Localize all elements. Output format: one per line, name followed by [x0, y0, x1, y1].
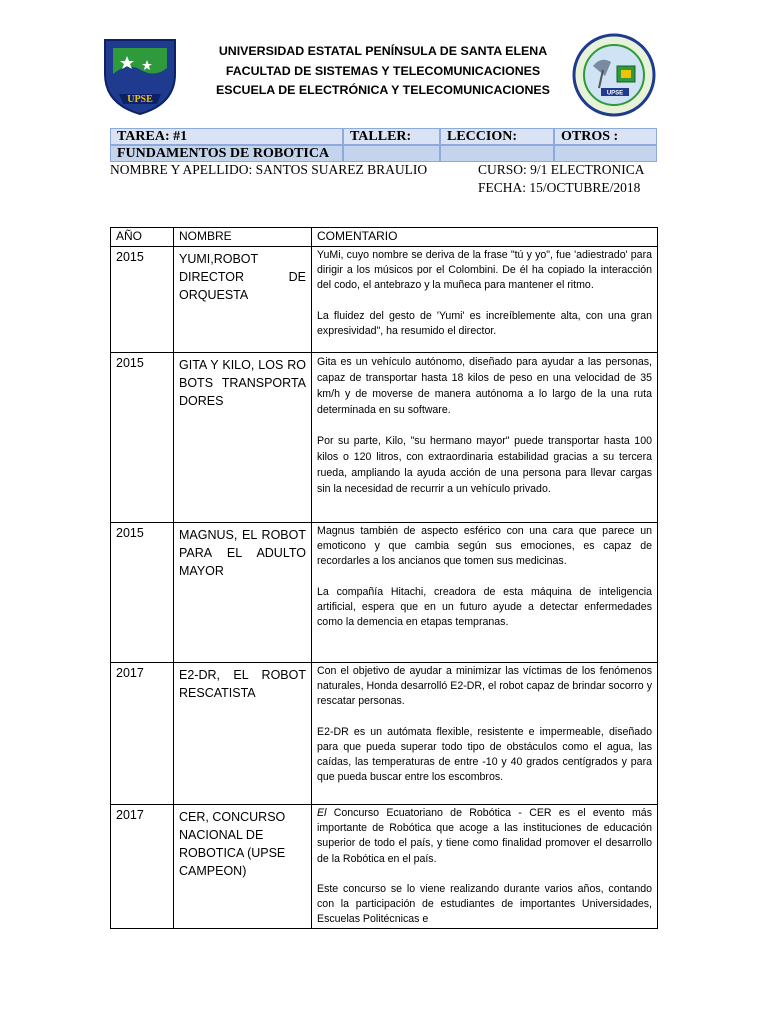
year-cell: 2017 — [111, 663, 174, 805]
comment-paragraph: YuMi, cuyo nombre se deriva de la frase "tú y yo", fue 'adiestrado' para dirigir a los músicos por el Colombini. De él ha copiado la interacción del codo, el antebrazo y la muñeca para mantener el ritmo. — [317, 249, 652, 292]
upse-university-logo — [97, 30, 183, 116]
table-row — [111, 805, 658, 929]
comment-paragraph: Magnus también de aspecto esférico con una cara que parece un emoticono y que cambia según sus emociones, es capaz de recordarles a los ancianos que tomen sus medicinas. — [317, 525, 652, 568]
taller-empty-cell — [343, 145, 440, 162]
name-cell: CER, CONCURSO NACIONAL DE ROBOTICA (UPSE CAMPEON) — [174, 805, 312, 929]
otros-empty-cell — [554, 145, 657, 162]
header-year: AÑO — [111, 228, 174, 247]
name-cell: MAGNUS, EL ROBOT PARA EL ADULTO MAYOR — [174, 523, 312, 663]
comment-paragraph: Gita es un vehículo autónomo, diseñado para ayudar a las personas, capaz de transportar hasta 18 kilos de peso en una velocidad de 35 km/h y de moverse de manera autónoma a lo largo de la una ruta determinada en su software. — [317, 356, 652, 416]
header-name: NOMBRE — [174, 228, 312, 247]
comment-cell — [312, 805, 658, 929]
subject-cell: FUNDAMENTOS DE ROBOTICA — [110, 145, 343, 162]
upse-logo-text: UPSE — [127, 94, 153, 105]
comment-text: Concurso Ecuatoriano de Robótica - CER es el evento más importante de Robótica que acoge a las instituciones de educación superior de todo el país, y tiene como finalidad promover el desarrollo de la Robótica en el país. — [317, 807, 652, 865]
university-name: UNIVERSIDAD ESTATAL PENÍNSULA DE SANTA ELENA — [218, 44, 548, 58]
table-row — [111, 353, 658, 523]
name-cell: E2-DR, EL ROBOT RESCATISTA — [174, 663, 312, 805]
comment-cell — [312, 247, 658, 353]
table-header-row — [111, 228, 658, 247]
comment-cell — [312, 523, 658, 663]
comment-paragraph: Por su parte, Kilo, "su hermano mayor" puede transportar hasta 100 kilos o 120 litros, con extraordinaria estabilidad gracias a su tercera rueda, ampliando la ayuda acción de una persona para llevar cargas sin la necesidad de recurrir a un vehículo privado. — [317, 435, 652, 495]
comment-paragraph: La fluidez del gesto de 'Yumi' es increíblemente alta, con una gran expresividad", ha resumido el director. — [317, 309, 652, 337]
robotics-table — [110, 227, 658, 929]
electronics-school-logo — [571, 32, 657, 118]
year-cell: 2017 — [111, 805, 174, 929]
tarea-cell: TAREA: #1 — [110, 128, 343, 145]
comment-cell — [312, 663, 658, 805]
header-comment: COMENTARIO — [312, 228, 658, 247]
table-row — [111, 523, 658, 663]
student-name: NOMBRE Y APELLIDO: SANTOS SUAREZ BRAULIO — [110, 162, 428, 177]
year-cell: 2015 — [111, 523, 174, 663]
comment-paragraph — [317, 806, 652, 867]
leccion-empty-cell — [440, 145, 554, 162]
name-cell: YUMI,ROBOT DIRECTOR DE ORQUESTA — [174, 247, 312, 353]
date-label: FECHA: 15/OCTUBRE/2018 — [478, 180, 641, 195]
taller-cell: TALLER: — [343, 128, 440, 145]
faculty-name: FACULTAD DE SISTEMAS Y TELECOMUNICACIONES — [225, 64, 541, 78]
comment-paragraph: Este concurso se lo viene realizando durante varios años, contando con la participación de estudiantes de importantes Universidades, Escuelas Politécnicas e — [317, 882, 652, 926]
name-cell: GITA Y KILO, LOS ROBOTS TRANSPORTADORES — [174, 353, 312, 523]
right-logo-text: UPSE — [606, 90, 624, 97]
comment-paragraph: La compañía Hitachi, creadora de esta máquina de inteligencia artificial, espera que en un futuro ayude a detectar enfermedades como la demencia en etapas tempranas. — [317, 585, 652, 629]
year-cell: 2015 — [111, 353, 174, 523]
leccion-cell: LECCION: — [440, 128, 554, 145]
comment-italic-word: El — [317, 807, 327, 819]
otros-cell: OTROS : — [554, 128, 657, 145]
table-row — [111, 247, 658, 353]
course-label: CURSO: 9/1 ELECTRONICA — [478, 162, 645, 177]
comment-cell — [312, 353, 658, 523]
year-cell: 2015 — [111, 247, 174, 353]
comment-paragraph: Con el objetivo de ayudar a minimizar las víctimas de los fenómenos naturales, Honda desarrolló E2-DR, el robot capaz de brindar socorro y rescatar personas. — [317, 665, 652, 708]
comment-paragraph: E2-DR es un autómata flexible, resistente e impermeable, diseñado para que pueda superar todo tipo de obstáculos como el agua, las caídas, las temperaturas de entre -10 y 40 grados centígrados y para que pueda buscar entre los escombros. — [317, 725, 652, 784]
table-row — [111, 663, 658, 805]
school-name: ESCUELA DE ELECTRÓNICA Y TELECOMUNICACIONES — [216, 83, 550, 97]
